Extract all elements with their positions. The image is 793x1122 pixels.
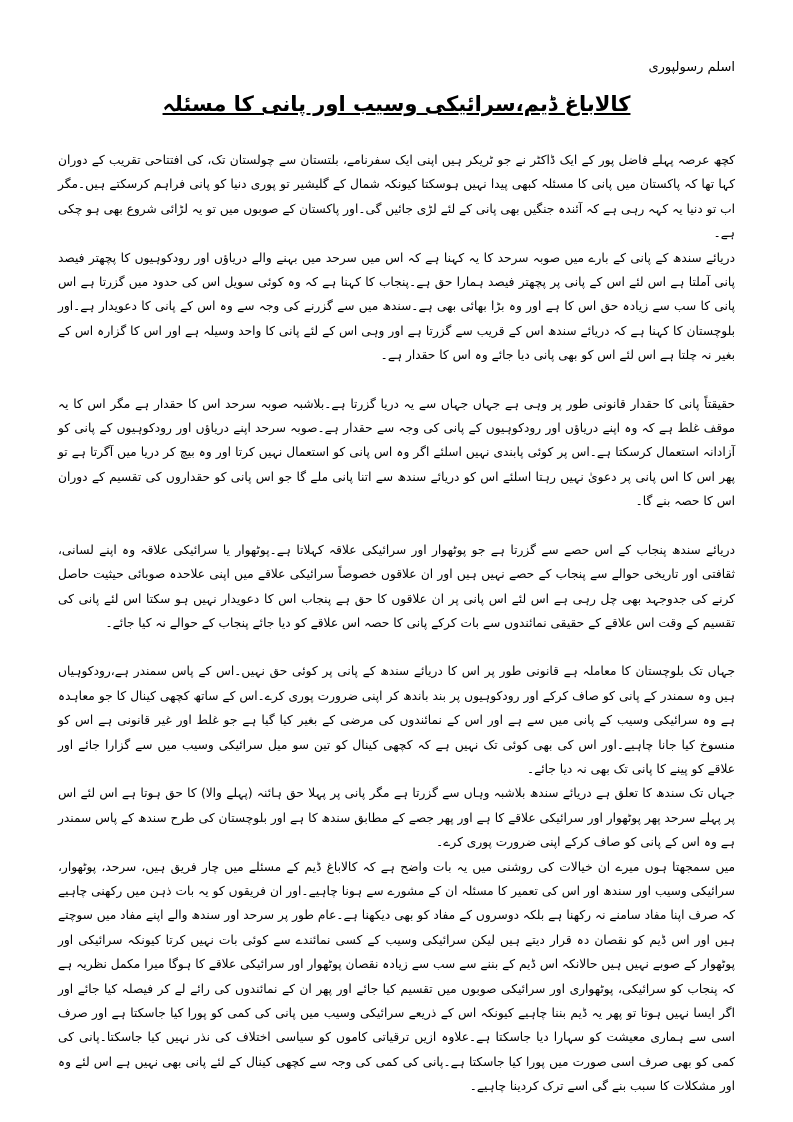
- paragraph-spacer: [58, 368, 735, 392]
- paragraph: حقیقتاً پانی کا حقدار قانونی طور پر وہی ہے جہاں جہاں سے یہ دریا گزرتا ہے۔بلاشبہ صوبہ سرحد اس کا حقدار ہے مگر اس کا یہ موقف غلط ہے کہ وہ اپنے دریاؤں اور رودکوہیوں کے پانی کی وجہ سے حقدار ہے۔صوبہ سرحد اپنے دریاؤں اور رودکوہیوں کے پانی کو آزادانہ استعمال کرسکتا ہے۔اس پر کوئی پابندی نہیں اسلئے اگر وہ اس پانی کو استعمال نہیں کرتا اور وہ بیچ کر دریا میں آگرتا ہے تو پھر اس کا اس پانی پر دعویٰ نہیں رہتا اسلئے اس کو دریائے سندھ سے اتنا پانی ملے گا جو اس پانی کو حقداروں کی تقسیم کے دوران اس کا حصہ بنے گا۔: [58, 396, 735, 509]
- paragraph: جہاں تک بلوچستان کا معاملہ ہے قانونی طور پر اس کا دریائے سندھ کے پانی پر کوئی حق نہیں۔اس کے پاس سمندر ہے،رودکوہیاں ہیں وہ سمندر کے پانی کو صاف کرکے اور رودکوہیوں پر بند باندھ کر اپنی ضرورت پوری کرے۔اس کے ساتھ کچھی کینال کا جو معاہدہ ہے وہ سرائیکی وسیب کے پانی میں سے ہے اور اس کے نمائندوں کی مرضی کے بغیر کیا گیا ہے جو غلط اور غیر قانونی ہے اس کو منسوخ کیا جانا چاہیے۔اور اس کی بھی کوئی تک نہیں ہے کہ کچھی کینال کو تین سو میل سرائیکی وسیب میں سے گزارا جائے اور علاقے کو پینے کا پانی تک بھی نہ دیا جائے۔: [58, 664, 735, 776]
- paragraph: جہاں تک سندھ کا تعلق ہے دریائے سندھ بلاشبہ وہاں سے گزرتا ہے مگر پانی پر پہلا حق ہائنہ (پہلے والا) کا حق ہوتا ہے اس لئے اس پر پہلے سرحد پھر پوٹھوار اور سرائیکی علاقے کا ہے اور پھر جصے کے مطابق سندھ کا ہے اور بلوچستان کی طرح سندھ کے پاس سمندر ہے وہ اس کے پانی کو صاف کرکے اپنی ضرورت پوری کرے۔: [58, 786, 735, 850]
- paragraph-spacer: [58, 635, 735, 659]
- author-name: اسلم رسولپوری: [648, 60, 735, 75]
- document-body: [58, 148, 735, 1099]
- paragraph-spacer: [58, 514, 735, 538]
- paragraph: کچھ عرصہ پہلے فاضل پور کے ایک ڈاکٹر نے جو ٹریکر ہیں اپنی ایک سفرنامے، بلتستان سے چولستان تک، کی افتتاحی تقریب کے دوران کہا تھا کہ پاکستان میں پانی کا مسئلہ کبھی پیدا نہیں ہوسکتا کیونکہ شمال کے گلیشیر تو پوری دنیا کو پانی فراہم کرسکتے ہیں۔مگر اب تو دنیا یہ کہہ رہی ہے کہ آئندہ جنگیں بھی پانی کے لئے لڑی جائیں گی۔اور پاکستان کے صوبوں میں تو یہ لڑائی شروع بھی ہو چکی ہے۔: [58, 153, 735, 241]
- paragraph: میں سمجھتا ہوں میرے ان خیالات کی روشنی میں یہ بات واضح ہے کہ کالاباغ ڈیم کے مسئلے میں چار فریق ہیں، سرحد، پوٹھوار، سرائیکی وسیب اور سندھ اور اس کی تعمیر کا مسئلہ ان کے مشورے سے ہونا چاہیے۔اور ان فریقوں کو یہ بات ذہن میں رکھنی چاہیے کہ صرف اپنا مفاد سامنے نہ رکھنا ہے بلکہ دوسروں کے مفاد کو بھی دیکھنا ہے۔عام طور پر سرحد اور سندھ والے اپنے مفاد میں سوچتے ہیں اور اس ڈیم کو نقصان دہ قرار دیتے ہیں لیکن سرائیکی وسیب کے کسی نمائندے سے کوئی بات نہیں کرتا کیونکہ سرائیکی اور پوٹھوار کے صوبے نہیں ہیں حالانکہ اس ڈیم کے بننے سے سب سے زیادہ نقصان پوٹھوار اور سرائیکی علاقے کا ہوگا میرا مکمل نظریہ ہے کہ پنجاب کو سرائیکی، پوٹھواری اور سرائیکی صوبوں میں تقسیم کیا جائے اور پھر ان کے نمائندوں کی رائے لے کر فیصلہ کیا جائے اور اگر ایسا نہیں ہوتا تو پھر یہ ڈیم بننا چاہیے کیونکہ اس کے ذریعے سرائیکی وسیب میں پانی کی کمی کو پورا کیا جاسکتا ہے اور صرف اسی سے ہماری معیشت کو سہارا دیا جاسکتا ہے۔علاوہ ازیں ترقیاتی کاموں کو سیاسی اختلاف کی نذر نہیں کیا جاسکتا۔پانی کی کمی کو بھی صرف اسی صورت میں پورا کیا جاسکتا ہے۔پانی کی کمی کی وجہ سے کچھی کینال کے لئے پانی بھی نہیں ہے اس لئے وہ اور مشکلات کا سبب بنے گی اسے ترک کردینا چاہیے۔: [58, 859, 735, 1094]
- paragraph: دریائے سندھ کے پانی کے بارے میں صوبہ سرحد کا یہ کہنا ہے کہ اس میں سرحد میں بہنے والے دریاؤں اور رودکوہیوں کا پچھتر فیصد پانی آملتا ہے اس لئے اس کے پانی پر پچھتر فیصد ہمارا حق ہے۔پنجاب کا کہنا ہے کہ وہ کوئی سویل اس کی حدود میں گزرتا ہے اس پانی کا سب سے زیادہ حق اس کا ہے اور وہ بڑا بھائی بھی ہے۔سندھ میں سے گزرنے کی وجہ سے وہ اس کے پانی کا دعویدار ہے۔اور بلوچستان کا کہنا ہے کہ دریائے سندھ اس کے قریب سے گزرتا ہے اور وہی اس کے لئے پانی کا واحد وسیلہ ہے اور اس کا گزارہ اس کے بغیر نہ چلتا ہے اس لئے اس کو بھی پانی دیا جائے وہ اس کا حقدار ہے۔: [58, 250, 735, 363]
- document-title: کالاباغ ڈیم،سرائیکی وسیب اور پانی کا مسئلہ: [162, 92, 631, 116]
- paragraph: دریائے سندھ پنجاب کے اس حصے سے گزرتا ہے جو پوٹھوار اور سرائیکی علاقہ کہلاتا ہے۔پوٹھوار یا سرائیکی علاقہ وہ اپنے لسانی، ثقافتی اور تاریخی حوالے سے پنجاب کے حصے نہیں ہیں اور ان علاقوں خصوصاً سرائیکی علاقے میں اپنی علاحدہ صوبائی حیثیت حاصل کرنے کی جدوجہد بھی چل رہی ہے اس لئے اس پانی پر ان علاقوں کا حق ہے پنجاب اس کا دعویدار نہیں ہو سکتا اس لئے پانی کی تقسیم کے وقت اس علاقے کے حقیقی نمائندوں سے بات کرکے پانی کا حصہ اس علاقے کو دیا جائے پنجاب کے حوالے نہ کیا جائے۔: [58, 542, 735, 630]
